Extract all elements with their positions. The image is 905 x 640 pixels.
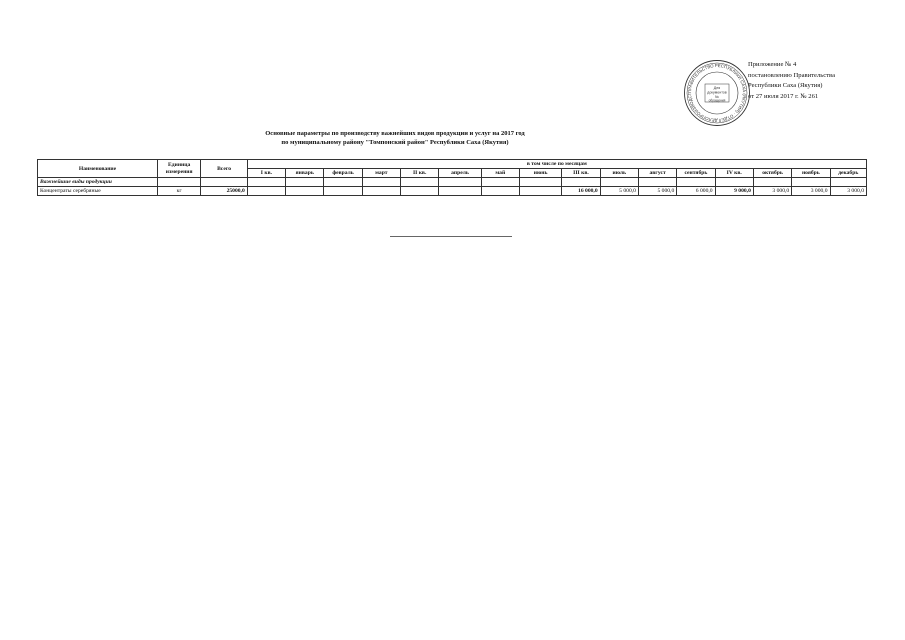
table-cell xyxy=(715,178,753,187)
row-value: 5 000,0 xyxy=(600,187,638,196)
row-value: 3 000,0 xyxy=(753,187,791,196)
attachment-header xyxy=(748,60,858,102)
table-cell xyxy=(286,178,324,187)
document-title xyxy=(180,130,610,147)
table-cell xyxy=(519,178,561,187)
row-total: 25000,0 xyxy=(201,187,247,196)
row-value xyxy=(439,187,481,196)
header-period: ноябрь xyxy=(792,169,830,178)
seal-ring-text: ПРАВИТЕЛЬСТВО РЕСПУБЛИКИ САХА (ЯКУТИЯ) · ОТДЕЛ ДЕЛОПРОИЗВОДСТ xyxy=(686,62,748,124)
table-cell xyxy=(830,178,867,187)
attachment-line-1: Приложение № 4 xyxy=(748,61,797,68)
header-name: Наименование xyxy=(38,160,158,178)
header-months-group: в том числе по месяцам xyxy=(247,160,866,169)
header-period: январь xyxy=(286,169,324,178)
header-period: I кв. xyxy=(247,169,285,178)
table-cell xyxy=(439,178,481,187)
row-value xyxy=(324,187,362,196)
official-seal xyxy=(683,59,751,127)
table-cell xyxy=(324,178,362,187)
table-cell xyxy=(753,178,791,187)
row-value xyxy=(481,187,519,196)
header-period: июнь xyxy=(519,169,561,178)
table-row xyxy=(38,187,867,196)
row-unit: кг xyxy=(158,187,201,196)
header-period: сентябрь xyxy=(677,169,715,178)
table-cell xyxy=(362,178,400,187)
title-line-2: по муниципальному району "Томпонский район" Республики Саха (Якутия) xyxy=(281,138,509,146)
row-value xyxy=(362,187,400,196)
row-value: 16 000,0 xyxy=(562,187,600,196)
header-period: август xyxy=(638,169,676,178)
table-cell xyxy=(638,178,676,187)
row-value: 6 000,0 xyxy=(677,187,715,196)
table-cell xyxy=(792,178,830,187)
row-value: 3 000,0 xyxy=(792,187,830,196)
row-value xyxy=(401,187,439,196)
row-name: Концентраты серебряные xyxy=(38,187,158,196)
header-period: III кв. xyxy=(562,169,600,178)
table-cell xyxy=(401,178,439,187)
section-row xyxy=(38,178,867,187)
header-period: декабрь xyxy=(830,169,867,178)
header-period: февраль xyxy=(324,169,362,178)
row-value: 9 000,0 xyxy=(715,187,753,196)
header-period: март xyxy=(362,169,400,178)
header-unit: Единица измерения xyxy=(158,160,201,178)
section-label: Важнейшие виды продукции xyxy=(38,178,158,187)
seal-center-line-2: документов xyxy=(707,90,727,95)
row-value xyxy=(247,187,285,196)
attachment-line-2: постановлению Правительства xyxy=(748,71,836,79)
row-value xyxy=(286,187,324,196)
table-cell xyxy=(562,178,600,187)
table-cell xyxy=(481,178,519,187)
header-period: июль xyxy=(600,169,638,178)
seal-center-line-4: обращения xyxy=(708,98,726,103)
table-cell xyxy=(677,178,715,187)
seal-center-line-1: Для xyxy=(713,86,721,90)
row-value xyxy=(519,187,561,196)
attachment-line-3: Республики Саха (Якутия) xyxy=(748,82,823,89)
table-cell xyxy=(158,178,201,187)
header-period: II кв. xyxy=(401,169,439,178)
table-cell xyxy=(247,178,285,187)
row-value: 5 000,0 xyxy=(638,187,676,196)
closing-line-divider xyxy=(390,236,512,237)
table-cell xyxy=(201,178,247,187)
header-period: октябрь xyxy=(753,169,791,178)
title-line-1: Основные параметры по производству важнейших видов продукции и услуг на 2017 год xyxy=(265,130,525,137)
row-value: 3 000,0 xyxy=(830,187,867,196)
production-parameters-table xyxy=(37,159,867,196)
header-period: апрель xyxy=(439,169,481,178)
seal-center-line-3: № xyxy=(715,95,719,99)
header-period: май xyxy=(481,169,519,178)
header-period: IV кв. xyxy=(715,169,753,178)
attachment-line-4: от 27 июля 2017 г. № 261 xyxy=(748,92,819,100)
table-cell xyxy=(600,178,638,187)
header-total: Всего xyxy=(201,160,247,178)
